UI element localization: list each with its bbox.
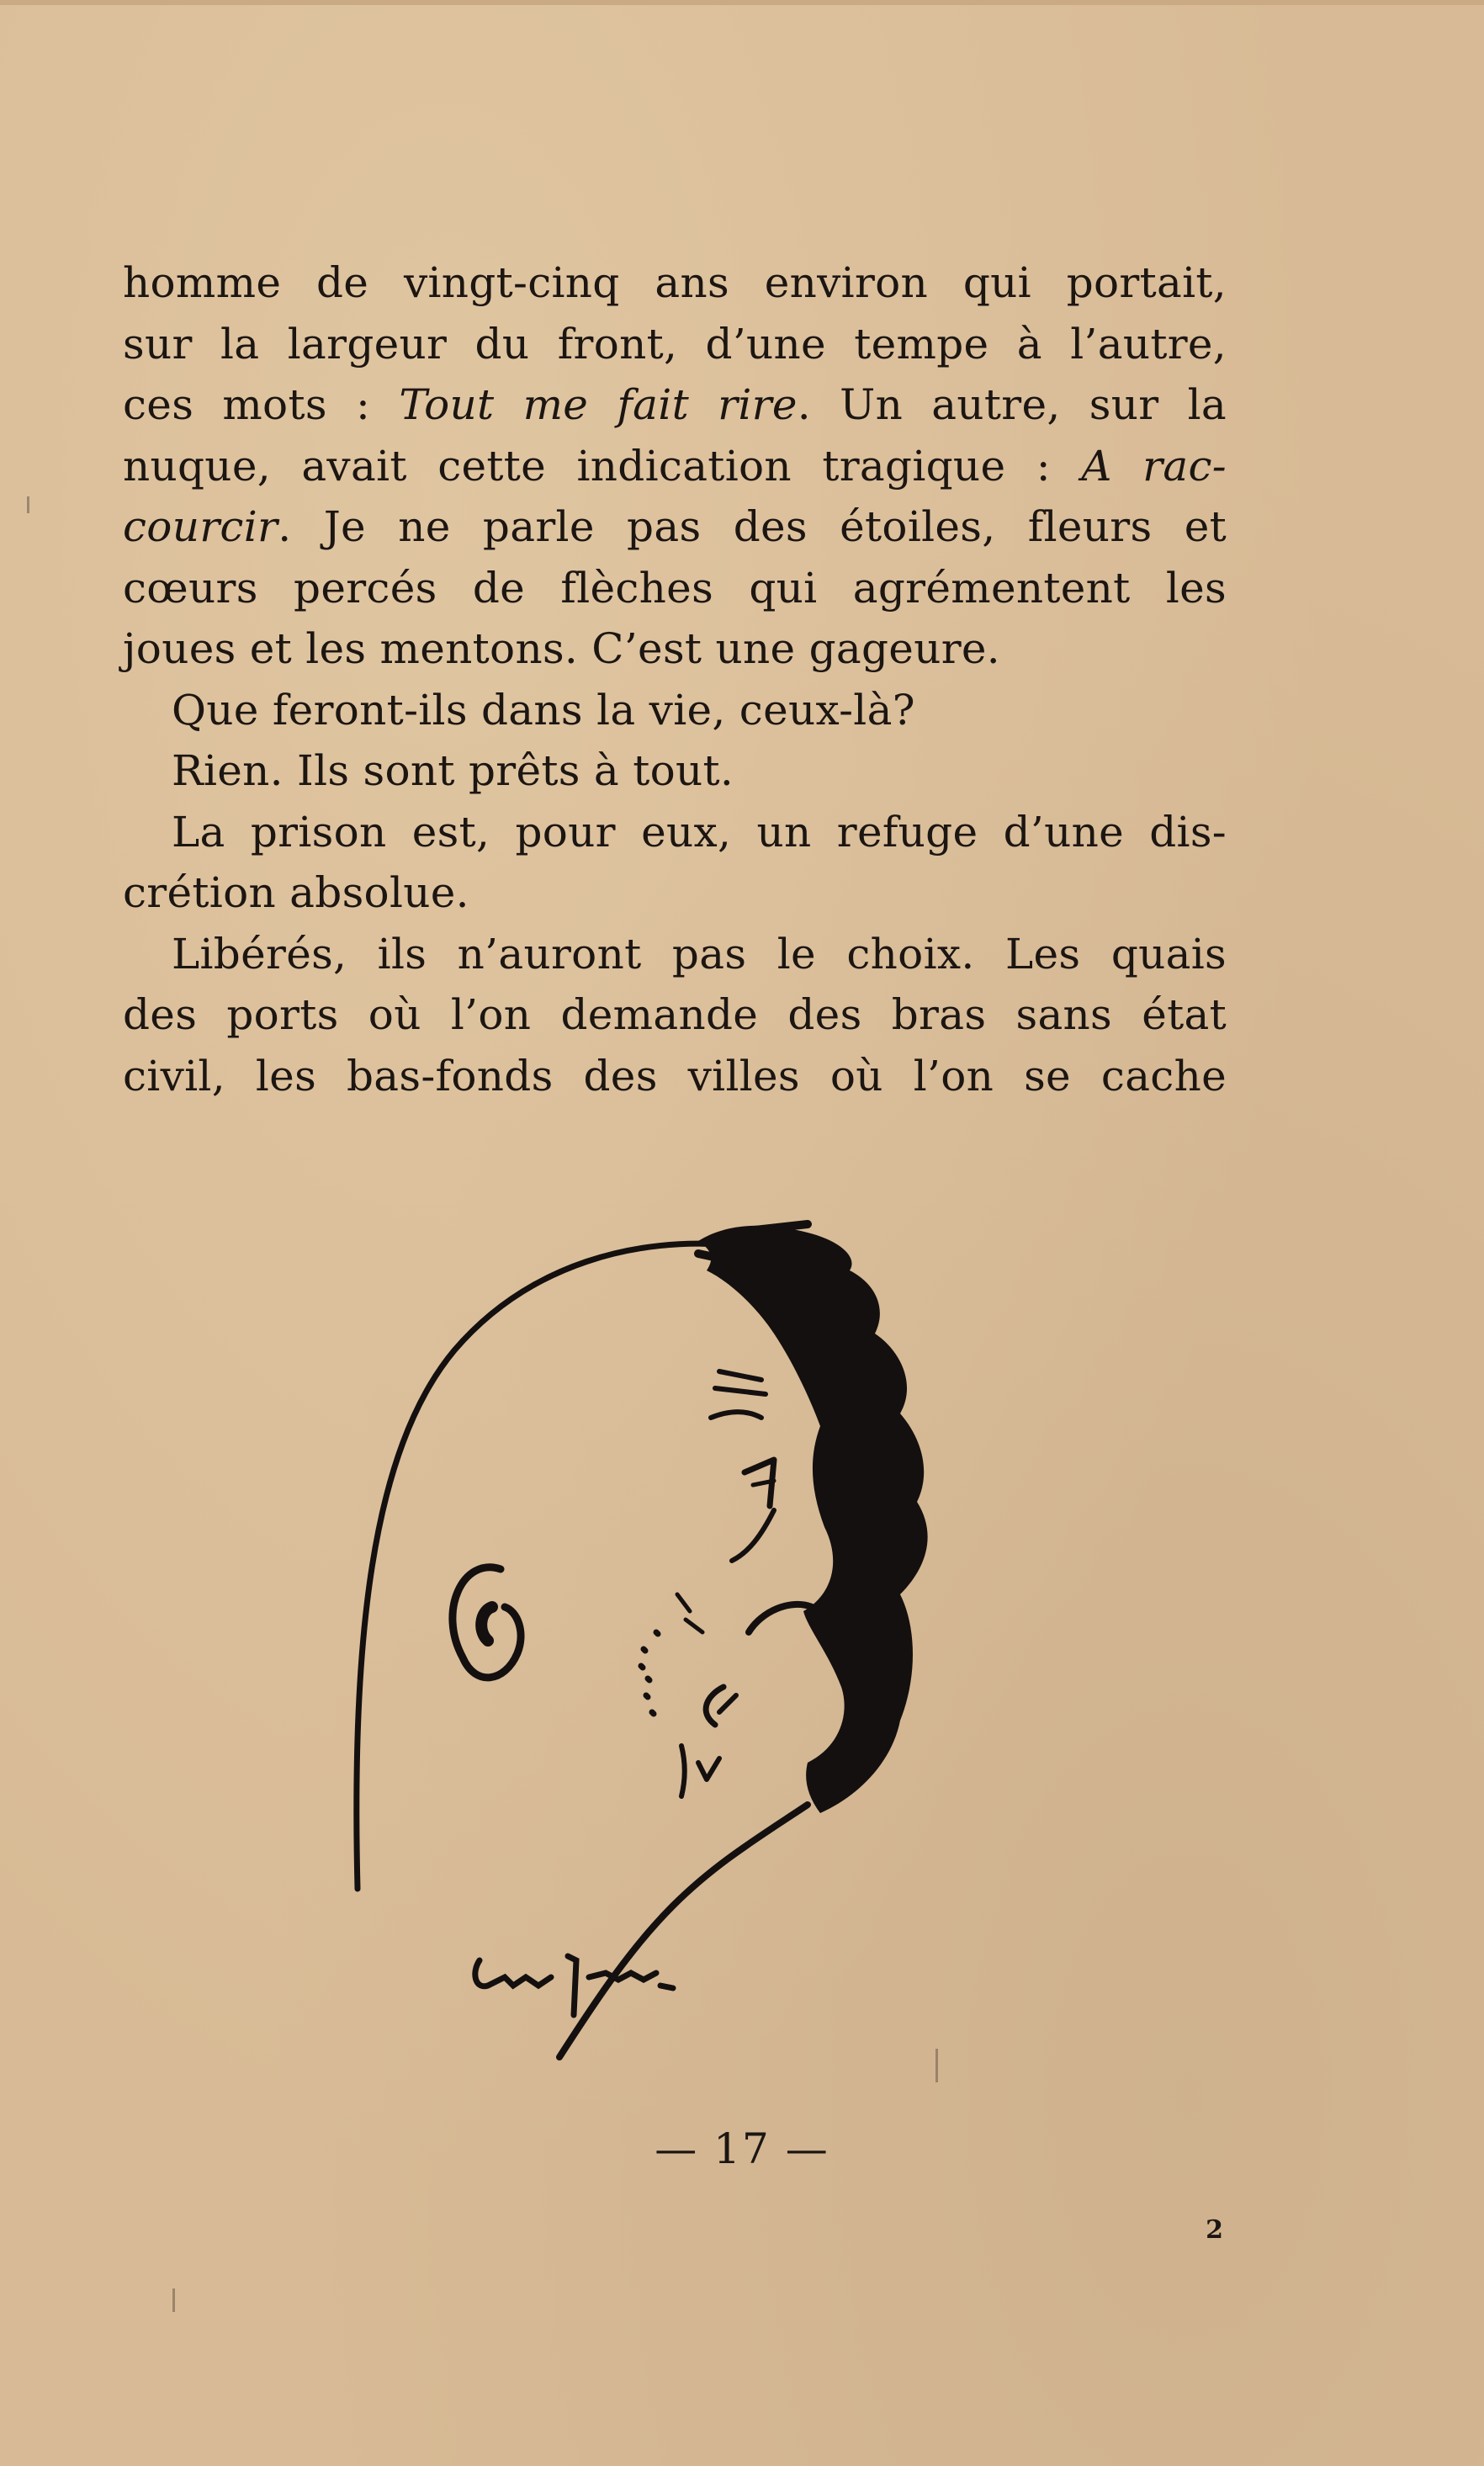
- text-line: Que feront-ils dans la vie, ceux-là?: [172, 685, 915, 734]
- signature-mark: 2: [1206, 2215, 1223, 2245]
- body-text: [123, 252, 1227, 1106]
- ear-inner: [481, 1607, 492, 1641]
- hair: [698, 1226, 928, 1813]
- text-line: ces mots : Tout me fait rire. Un autre, sur la: [123, 380, 1227, 429]
- text-line: crétion absolue.: [123, 868, 469, 917]
- paper-speck: [172, 2288, 175, 2312]
- text-line: courcir. Je ne parle pas des étoiles, fleurs et: [123, 502, 1227, 551]
- text-line: cœurs percés de flèches qui agrémentent les: [123, 563, 1227, 613]
- caricature-illustration: [337, 1174, 993, 2074]
- text-line: Rien. Ils sont prêts à tout.: [172, 746, 734, 795]
- text-line: civil, les bas-fonds des villes où l’on se cache: [123, 1051, 1227, 1100]
- text-line: joues et les mentons. C’est une gageure.: [123, 624, 1000, 673]
- text-line: La prison est, pour eux, un refuge d’une dis-: [172, 807, 1227, 856]
- paper-speck: [935, 2049, 938, 2082]
- page-number: — 17 —: [655, 2124, 829, 2173]
- page-edge: [0, 0, 1484, 5]
- text-line: Libérés, ils n’auront pas le choix. Les quais: [172, 929, 1227, 978]
- text-line: nuque, avait cette indication tragique : A rac-: [123, 441, 1227, 491]
- artist-signature: [475, 1956, 673, 2015]
- skull-outline: [357, 1244, 732, 1889]
- text-line: sur la largeur du front, d’une tempe à l’autre,: [123, 319, 1227, 369]
- text-line: homme de vingt-cinq ans environ qui portait,: [123, 258, 1227, 307]
- paper-speck: [27, 496, 29, 513]
- text-line: des ports où l’on demande des bras sans état: [123, 990, 1227, 1039]
